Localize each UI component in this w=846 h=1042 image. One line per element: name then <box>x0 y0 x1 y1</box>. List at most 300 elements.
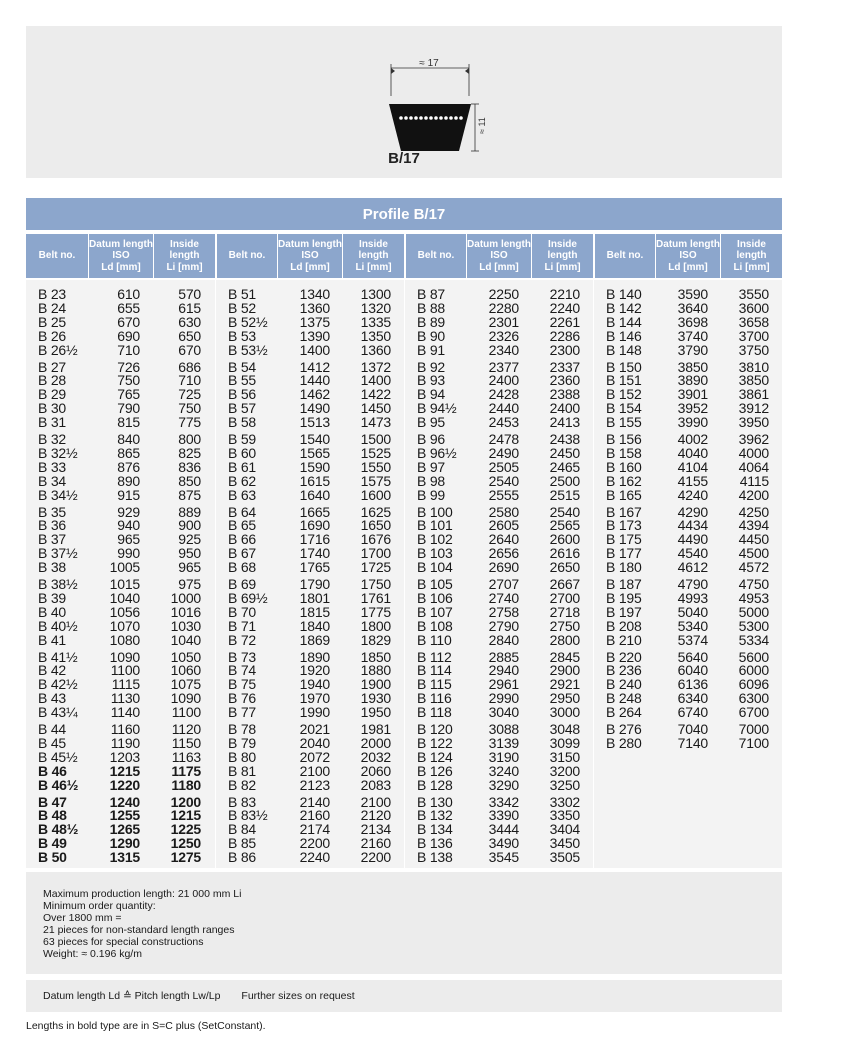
belt-number: B 162 <box>606 472 642 489</box>
header-line: Inside <box>170 238 199 250</box>
datum-length: 2690 <box>488 559 519 576</box>
table-row <box>216 561 405 575</box>
belt-number: B 92 <box>417 358 445 375</box>
inside-length: 4250 <box>738 503 769 520</box>
datum-length: 2640 <box>488 531 519 548</box>
inside-length: 3810 <box>738 358 769 375</box>
datum-length: 2505 <box>488 458 519 475</box>
datum-length: 6040 <box>677 662 708 679</box>
inside-length: 2360 <box>549 372 580 389</box>
header-line: Li [mm] <box>544 261 581 273</box>
datum-length: 6740 <box>677 704 708 721</box>
belt-number: B 57 <box>228 400 256 417</box>
inside-length: 6700 <box>738 704 769 721</box>
inside-length: 975 <box>178 576 201 592</box>
inside-length: 1090 <box>170 690 201 707</box>
datum-length: 2040 <box>299 734 330 751</box>
inside-length: 5300 <box>738 617 769 634</box>
datum-length: 1203 <box>109 748 140 765</box>
datum-length: 1090 <box>109 648 140 665</box>
datum-length: 2340 <box>488 341 519 358</box>
datum-length: 1080 <box>109 631 140 648</box>
inside-length: 2845 <box>549 648 580 665</box>
datum-length: 1740 <box>299 545 330 562</box>
datum-length: 3590 <box>677 286 708 302</box>
datum-length: 915 <box>117 486 140 503</box>
datum-length: 1100 <box>110 662 140 679</box>
table-column-4 <box>593 280 783 868</box>
datum-note-panel <box>26 980 782 1012</box>
belt-number: B 114 <box>417 662 452 679</box>
inside-length: 3658 <box>738 313 769 330</box>
inside-length: 1700 <box>360 545 391 562</box>
belt-number: B 134 <box>417 821 453 838</box>
notes-panel <box>26 872 782 974</box>
inside-length: 5334 <box>738 631 769 648</box>
inside-length: 2083 <box>360 776 391 793</box>
belt-number: B 51 <box>228 286 256 302</box>
inside-length: 1775 <box>360 603 391 620</box>
belt-number: B 90 <box>417 327 445 344</box>
belt-number: B 94 <box>417 386 445 403</box>
row-group <box>405 503 594 576</box>
inside-length: 710 <box>178 372 201 389</box>
inside-length: 3700 <box>738 327 769 344</box>
table-row <box>26 776 215 793</box>
inside-length: 570 <box>178 286 201 302</box>
datum-length: 2707 <box>488 576 519 592</box>
datum-length: 1765 <box>299 559 330 576</box>
table-row <box>405 416 594 430</box>
belt-number: B 165 <box>606 486 642 503</box>
inside-length: 2700 <box>549 589 580 606</box>
belt-number: B 177 <box>606 545 642 562</box>
header-line: Inside <box>548 238 577 250</box>
datum-length: 4993 <box>677 589 708 606</box>
datum-length: 1840 <box>299 617 330 634</box>
header-line: Datum length <box>89 238 153 250</box>
datum-length: 1970 <box>299 690 330 707</box>
header-belt-no <box>593 234 655 278</box>
belt-number: B 173 <box>606 517 642 534</box>
belt-number: B 62 <box>228 472 256 489</box>
header-belt-no <box>404 234 466 278</box>
table-row <box>26 706 215 720</box>
belt-table-body <box>26 280 782 868</box>
header-line: Datum length <box>467 238 531 250</box>
belt-number: B 48 <box>38 807 67 824</box>
table-row <box>594 416 783 430</box>
inside-length: 1450 <box>360 400 391 417</box>
datum-length: 1265 <box>109 821 140 838</box>
table-row <box>405 776 594 793</box>
table-row <box>26 416 215 430</box>
row-group <box>26 288 215 357</box>
belt-number: B 96 <box>417 431 445 447</box>
datum-length: 1801 <box>299 589 330 606</box>
datum-length: 3139 <box>488 734 519 751</box>
belt-number: B 122 <box>417 734 453 751</box>
datum-length: 4002 <box>677 431 708 447</box>
row-group <box>405 793 594 866</box>
belt-number: B 65 <box>228 517 256 534</box>
row-group <box>594 433 783 502</box>
inside-length: 1600 <box>360 486 391 503</box>
table-row <box>594 706 783 720</box>
datum-length: 2540 <box>488 472 519 489</box>
belt-number: B 41½ <box>38 648 78 665</box>
datum-length: 1815 <box>299 603 330 620</box>
datum-length: 1716 <box>299 531 330 548</box>
datum-length: 6340 <box>677 690 708 707</box>
belt-number: B 118 <box>417 704 452 721</box>
belt-number: B 73 <box>228 648 256 665</box>
belt-number: B 160 <box>606 458 642 475</box>
inside-length: 1625 <box>360 503 391 520</box>
inside-length: 630 <box>178 313 201 330</box>
belt-number: B 47 <box>38 793 67 810</box>
inside-length: 1200 <box>170 793 201 810</box>
inside-length: 2500 <box>549 472 580 489</box>
inside-length: 1040 <box>170 631 201 648</box>
datum-length: 750 <box>117 372 140 389</box>
datum-length: 2174 <box>299 821 330 838</box>
datum-length: 2840 <box>488 631 519 648</box>
row-group <box>26 433 215 502</box>
belt-number: B 38 <box>38 559 66 576</box>
datum-length: 1005 <box>109 559 140 576</box>
inside-length: 2261 <box>549 313 580 330</box>
inside-length: 1335 <box>360 313 391 330</box>
belt-number: B 32½ <box>38 444 78 461</box>
inside-length: 4750 <box>738 576 769 592</box>
belt-number: B 63 <box>228 486 256 503</box>
datum-length: 3190 <box>488 748 519 765</box>
width-label: ≈ 17 <box>419 58 439 69</box>
header-datum-length <box>89 234 153 278</box>
row-group <box>26 793 215 866</box>
datum-length: 840 <box>117 431 140 447</box>
inside-length: 2000 <box>360 734 391 751</box>
belt-number: B 138 <box>417 849 453 866</box>
datum-length: 3901 <box>677 386 708 403</box>
header-line: Ld [mm] <box>479 261 519 273</box>
belt-number: B 116 <box>417 690 452 707</box>
datum-length: 1690 <box>299 517 330 534</box>
inside-length: 1275 <box>170 849 201 866</box>
belt-number: B 74 <box>228 662 256 679</box>
belt-number: B 43 <box>38 690 66 707</box>
belt-number: B 85 <box>228 835 256 852</box>
header-inside-length <box>532 234 593 278</box>
inside-length: 1950 <box>360 704 391 721</box>
inside-length: 1250 <box>170 835 201 852</box>
datum-length: 2440 <box>488 400 519 417</box>
inside-length: 4394 <box>738 517 769 534</box>
row-group <box>216 358 405 431</box>
belt-number: B 76 <box>228 690 256 707</box>
inside-length: 3099 <box>549 734 580 751</box>
datum-length: 2250 <box>488 286 519 302</box>
inside-length: 800 <box>178 431 201 447</box>
inside-length: 3200 <box>549 762 580 779</box>
inside-length: 3000 <box>549 704 580 721</box>
inside-length: 2337 <box>549 358 580 375</box>
belt-number: B 35 <box>38 503 66 520</box>
belt-number: B 97 <box>417 458 445 475</box>
inside-length: 4064 <box>738 458 769 475</box>
row-group <box>594 503 783 576</box>
belt-number: B 175 <box>606 531 642 548</box>
belt-number: B 37½ <box>38 545 78 562</box>
table-row <box>26 851 215 865</box>
belt-number: B 59 <box>228 431 256 447</box>
datum-length: 2580 <box>488 503 519 520</box>
belt-number: B 55 <box>228 372 256 389</box>
inside-length: 750 <box>178 400 201 417</box>
datum-length: 1056 <box>109 603 140 620</box>
inside-length: 2465 <box>549 458 580 475</box>
datum-length: 1130 <box>110 690 140 707</box>
row-group <box>405 358 594 431</box>
belt-number: B 154 <box>606 400 642 417</box>
header-datum-length <box>656 234 720 278</box>
belt-number: B 39 <box>38 589 66 606</box>
belt-number: B 152 <box>606 386 642 403</box>
inside-length: 3302 <box>549 793 580 810</box>
header-line: Belt no. <box>417 250 455 262</box>
inside-length: 1473 <box>360 414 391 431</box>
inside-length: 4450 <box>738 531 769 548</box>
row-group <box>216 503 405 576</box>
datum-length: 655 <box>117 299 140 316</box>
datum-length: 4490 <box>677 531 708 548</box>
belt-number: B 83 <box>228 793 256 810</box>
belt-number: B 89 <box>417 313 445 330</box>
inside-length: 5600 <box>738 648 769 665</box>
footer-note: Lengths in bold type are in S=C plus (SetConstant). <box>26 1020 266 1032</box>
inside-length: 1175 <box>171 762 201 779</box>
datum-length: 1290 <box>109 835 140 852</box>
belt-number: B 53 <box>228 327 256 344</box>
inside-length: 5000 <box>738 603 769 620</box>
datum-length: 7140 <box>677 734 708 751</box>
datum-length: 1640 <box>299 486 330 503</box>
inside-length: 2650 <box>549 559 580 576</box>
inside-length: 2921 <box>549 676 580 693</box>
inside-length: 2600 <box>549 531 580 548</box>
belt-number: B 132 <box>417 807 453 824</box>
belt-number: B 44 <box>38 721 66 737</box>
inside-length: 2667 <box>549 576 580 592</box>
datum-length: 876 <box>117 458 140 475</box>
datum-length: 4434 <box>677 517 708 534</box>
table-row <box>594 341 783 358</box>
inside-length: 1900 <box>360 676 391 693</box>
datum-length: 2301 <box>488 313 519 330</box>
belt-number: B 126 <box>417 762 453 779</box>
datum-length: 1790 <box>299 576 330 592</box>
datum-length: 2140 <box>299 793 330 810</box>
row-group <box>216 723 405 792</box>
belt-number: B 210 <box>606 631 642 648</box>
header-line: Belt no. <box>38 250 76 262</box>
datum-length: 3088 <box>488 721 519 737</box>
row-group <box>216 578 405 647</box>
datum-length: 2200 <box>299 835 330 852</box>
belt-number: B 167 <box>606 503 642 520</box>
belt-number: B 61 <box>228 458 256 475</box>
datum-length: 1440 <box>299 372 330 389</box>
belt-number: B 105 <box>417 576 453 592</box>
belt-number: B 276 <box>606 721 642 737</box>
belt-number: B 71 <box>228 617 256 634</box>
datum-length: 1990 <box>299 704 330 721</box>
header-belt-no <box>215 234 277 278</box>
belt-number: B 26½ <box>38 341 78 358</box>
header-line: ISO <box>301 250 319 262</box>
table-row <box>216 706 405 720</box>
datum-length: 1070 <box>109 617 140 634</box>
inside-length: 2060 <box>360 762 391 779</box>
belt-number: B 45 <box>38 734 66 751</box>
table-row <box>405 706 594 720</box>
note-max-length: Maximum production length: 21 000 mm Li <box>43 888 242 900</box>
datum-length: 2123 <box>299 776 330 793</box>
note-min-order: Minimum order quantity: <box>43 900 156 912</box>
datum-length: 3740 <box>677 327 708 344</box>
header-line: Datum length <box>656 238 720 250</box>
table-row <box>216 486 405 503</box>
belt-number: B 120 <box>417 721 453 737</box>
inside-length: 4200 <box>738 486 769 503</box>
inside-length: 7000 <box>738 721 769 737</box>
datum-length: 2400 <box>488 372 519 389</box>
datum-length: 2758 <box>488 603 519 620</box>
datum-length: 1115 <box>111 676 140 693</box>
belt-number: B 248 <box>606 690 642 707</box>
inside-length: 2718 <box>549 603 580 620</box>
inside-length: 1761 <box>360 589 391 606</box>
datum-length: 1215 <box>109 762 140 779</box>
inside-length: 1060 <box>170 662 201 679</box>
inside-length: 3150 <box>549 748 580 765</box>
datum-length: 3850 <box>677 358 708 375</box>
belt-number: B 60 <box>228 444 256 461</box>
belt-cross-section-diagram <box>381 56 491 156</box>
inside-length: 1215 <box>170 807 201 824</box>
datum-length: 2453 <box>488 414 519 431</box>
inside-length: 3950 <box>738 414 769 431</box>
inside-length: 3750 <box>738 341 769 358</box>
belt-number: B 34 <box>38 472 66 489</box>
inside-length: 1930 <box>360 690 391 707</box>
header-belt-no <box>26 234 88 278</box>
belt-number: B 27 <box>38 358 66 375</box>
inside-length: 850 <box>178 472 201 489</box>
belt-number: B 236 <box>606 662 642 679</box>
datum-length: 865 <box>117 444 140 461</box>
inside-length: 1750 <box>360 576 391 592</box>
datum-length: 2990 <box>488 690 519 707</box>
datum-length: 3040 <box>488 704 519 721</box>
inside-length: 1400 <box>360 372 391 389</box>
inside-length: 4115 <box>739 472 769 489</box>
datum-length: 1513 <box>299 414 330 431</box>
inside-length: 670 <box>178 341 201 358</box>
row-group <box>405 648 594 721</box>
inside-length: 2300 <box>549 341 580 358</box>
inside-length: 3550 <box>738 286 769 302</box>
inside-length: 2413 <box>549 414 580 431</box>
belt-number: B 102 <box>417 531 453 548</box>
datum-length: 4612 <box>677 559 708 576</box>
belt-number: B 42½ <box>38 676 78 693</box>
datum-length: 1190 <box>110 734 140 751</box>
inside-length: 3250 <box>549 776 580 793</box>
note-special: 63 pieces for special constructions <box>43 936 204 948</box>
datum-length: 2326 <box>488 327 519 344</box>
inside-length: 4953 <box>738 589 769 606</box>
table-column-1 <box>26 280 215 868</box>
inside-length: 2900 <box>549 662 580 679</box>
datum-length: 815 <box>117 414 140 431</box>
belt-number: B 197 <box>606 603 642 620</box>
inside-length: 650 <box>178 327 201 344</box>
inside-length: 1000 <box>170 589 201 606</box>
inside-length: 875 <box>178 486 201 503</box>
datum-length: 2377 <box>488 358 519 375</box>
belt-number: B 29 <box>38 386 66 403</box>
table-row <box>216 631 405 648</box>
note-non-standard: 21 pieces for non-standard length ranges <box>43 924 235 936</box>
table-row <box>405 341 594 358</box>
datum-length: 1665 <box>299 503 330 520</box>
belt-number: B 107 <box>417 603 453 620</box>
inside-length: 725 <box>178 386 201 403</box>
belt-number: B 99 <box>417 486 445 503</box>
note-over-1800: Over 1800 mm = <box>43 912 122 924</box>
row-group <box>216 288 405 357</box>
belt-number: B 156 <box>606 431 642 447</box>
datum-length: 4155 <box>677 472 708 489</box>
belt-number: B 26 <box>38 327 66 344</box>
inside-length: 3404 <box>549 821 580 838</box>
belt-number: B 136 <box>417 835 453 852</box>
header-line: length <box>547 250 578 262</box>
inside-length: 1981 <box>360 721 391 737</box>
header-inside-length <box>343 234 404 278</box>
inside-length: 6096 <box>738 676 769 693</box>
datum-length: 2280 <box>488 299 519 316</box>
datum-length: 990 <box>117 545 140 562</box>
datum-length: 2100 <box>299 762 330 779</box>
datum-length: 1400 <box>299 341 330 358</box>
datum-length: 5340 <box>677 617 708 634</box>
belt-number: B 33 <box>38 458 66 475</box>
inside-length: 1500 <box>360 431 391 447</box>
belt-number: B 46 <box>38 762 67 779</box>
inside-length: 1030 <box>170 617 201 634</box>
inside-length: 2388 <box>549 386 580 403</box>
datum-length: 3240 <box>488 762 519 779</box>
belt-number: B 264 <box>606 704 642 721</box>
datum-length: 3698 <box>677 313 708 330</box>
belt-number: B 24 <box>38 299 66 316</box>
inside-length: 950 <box>178 545 201 562</box>
inside-length: 7100 <box>738 734 769 751</box>
datum-length: 1040 <box>109 589 140 606</box>
